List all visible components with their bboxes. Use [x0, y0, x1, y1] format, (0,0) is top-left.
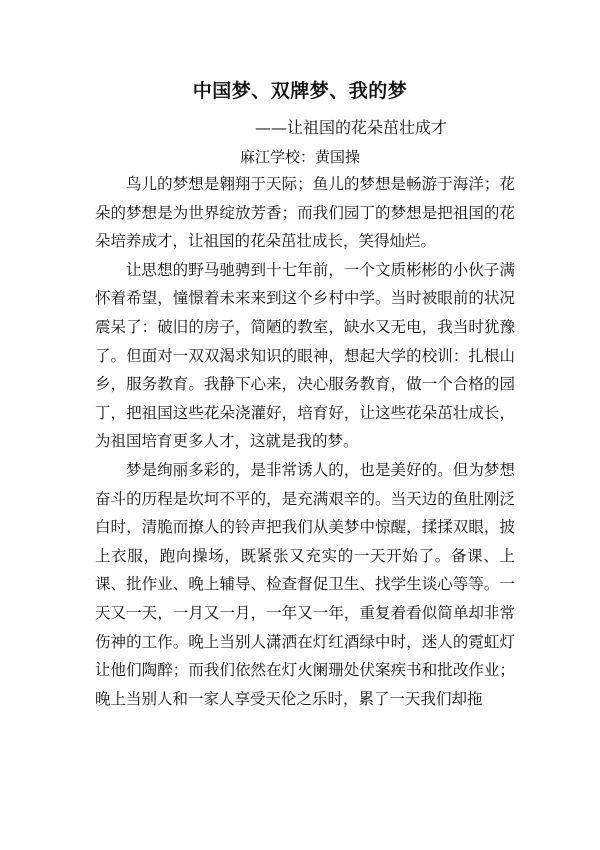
document-subtitle: ——让祖国的花朵茁壮成才 [255, 118, 448, 137]
document-author: 麻江学校：黄国操 [239, 148, 360, 166]
document-title: 中国梦、双牌梦、我的梦 [192, 80, 408, 102]
paragraph-3: 梦是绚丽多彩的，是非常诱人的，也是美好的。但为梦想奋斗的历程是坎坷不平的，是充满艰辛的。当天边的鱼肚刚泛白时，清脆而撩人的铃声把我们从美梦中惊醒，揉揉双眼，披上衣服，跑向操场，既紧张又充实的一天开始了。备课、上课、批作业、晚上辅导、检查督促卫生、找学生谈心等等。一天又一天，一月又一月，一年又一年，重复着看似简单却非常伤神的工作。晚上当别人潇洒在灯红酒绿中时，迷人的霓虹灯让他们陶醉；而我们依然在灯火阑珊处伏案疾书和批改作业；晚上当别人和一家人享受天伦之乐时，累了一天我们却拖 [95, 460, 515, 708]
document-body [95, 170, 515, 713]
paragraph-1: 鸟儿的梦想是翱翔于天际；鱼儿的梦想是畅游于海洋；花朵的梦想是为世界绽放芳香；而我们园丁的梦想是把祖国的花朵培养成才，让祖国的花朵茁壮成长，笑得灿烂。 [95, 175, 515, 251]
paragraph-2: 让思想的野马驰骋到十七年前，一个文质彬彬的小伙子满怀着希望，憧憬着未来来到这个乡村中学。当时被眼前的状况震呆了：破旧的房子，简陋的教室，缺水又无电，我当时犹豫了。但面对一双双渴求知识的眼神，想起大学的校训：扎根山乡，服务教育。我静下心来，决心服务教育，做一个合格的园丁，把祖国这些花朵浇灌好，培育好，让这些花朵茁壮成长，为祖国培育更多人才，这就是我的梦。 [95, 260, 515, 451]
